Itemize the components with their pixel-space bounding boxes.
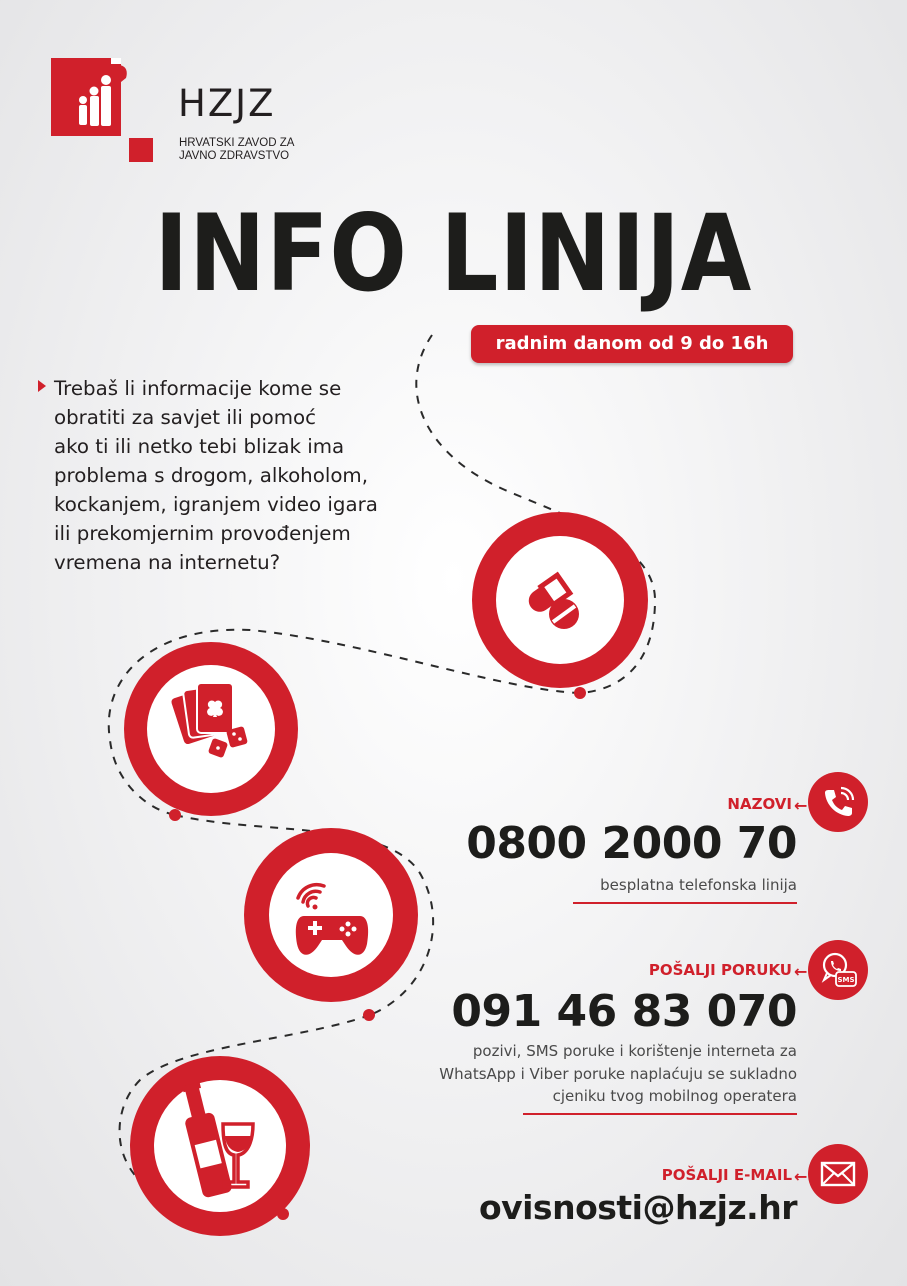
- phone-number[interactable]: 0800 2000 70: [466, 818, 797, 869]
- message-label: POŠALJI PORUKU: [648, 961, 792, 979]
- call-note: besplatna telefonska linija: [600, 876, 797, 894]
- hzjz-logo-mark: [51, 58, 155, 162]
- logo-subtitle: [179, 137, 339, 163]
- gamepad-circle: [242, 826, 420, 1004]
- logo-subtitle-line1: HRVATSKI ZAVOD ZA: [179, 137, 295, 149]
- email-label: POŠALJI E-MAIL: [661, 1166, 792, 1184]
- message-note: [357, 1040, 797, 1108]
- sms-icon-text: SMS: [837, 976, 855, 984]
- envelope-icon: [820, 1160, 856, 1188]
- bullet-arrow-icon: [38, 380, 46, 392]
- call-divider: [573, 902, 797, 904]
- page-title: INFO LINIJA: [154, 192, 753, 315]
- pills-circle: [470, 510, 650, 690]
- message-note-line1: pozivi, SMS poruke i korištenje interneta za: [472, 1042, 797, 1060]
- message-note-line2: WhatsApp i Viber poruke naplaćuju se sukladno: [439, 1064, 797, 1083]
- email-address[interactable]: ovisnosti@hzjz.hr: [478, 1188, 797, 1227]
- message-button[interactable]: [808, 940, 868, 1000]
- path-dot: [363, 1009, 375, 1021]
- email-button[interactable]: [808, 1144, 868, 1204]
- alcohol-circle: [128, 1054, 312, 1238]
- logo-name: HZJZ: [178, 82, 276, 125]
- message-divider: [523, 1113, 797, 1115]
- logo-subtitle-line2: JAVNO ZDRAVSTVO: [179, 150, 290, 162]
- message-note-line3: cjeniku tvog mobilnog operatera: [552, 1087, 797, 1105]
- message-number[interactable]: 091 46 83 070: [451, 986, 797, 1037]
- call-label: NAZOVI: [727, 795, 792, 813]
- arrow-left-icon: ←: [794, 796, 808, 815]
- arrow-left-icon: ←: [794, 1167, 808, 1186]
- phone-icon: [821, 785, 855, 819]
- cards-circle: [122, 640, 300, 818]
- sms-icon: [818, 950, 858, 990]
- hours-badge: radnim danom od 9 do 16h: [471, 325, 793, 363]
- question-text: Trebaš li informacije kome se obratiti za savjet ili pomoć ako ti ili netko tebi blizak ima problema s drogom, alkoholom, kockanjem, igranjem video igara ili prekomjernim provođenjem vremena na internetu?: [54, 377, 378, 574]
- arrow-left-icon: ←: [794, 962, 808, 981]
- call-button[interactable]: [808, 772, 868, 832]
